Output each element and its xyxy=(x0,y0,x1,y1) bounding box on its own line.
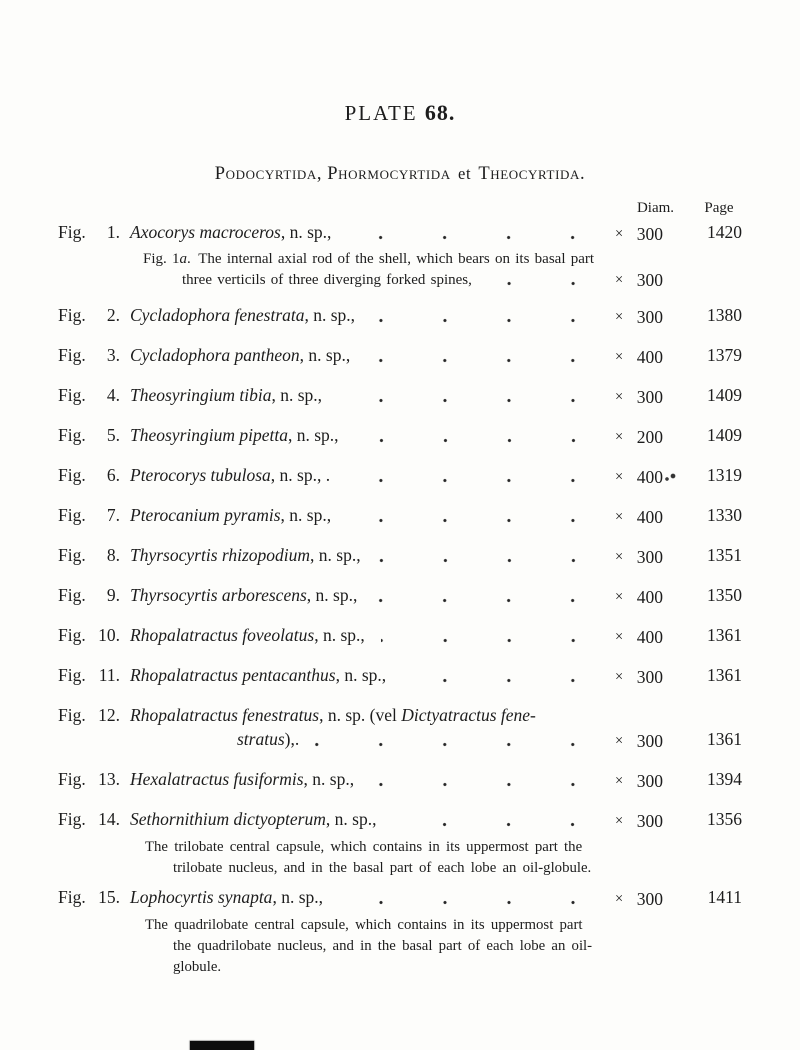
row-text: , n. sp., xyxy=(310,545,361,565)
subtitle-taxa-1: Podocyrtida, Phormocyrtida xyxy=(214,164,451,184)
fig-label: Fig. xyxy=(58,809,86,829)
diam-cell xyxy=(615,585,663,609)
row-text: , n. sp., xyxy=(325,809,377,829)
fig-label: Fig. xyxy=(58,625,86,645)
figure-row xyxy=(0,767,800,793)
description-line: The quadrilobate central capsule, which contains in its uppermost part xyxy=(145,917,583,933)
page-column-header: Page xyxy=(704,200,734,216)
page-reference: 1361 xyxy=(707,625,742,645)
row-text: Fig. 1 xyxy=(143,251,180,267)
page-reference: 1420 xyxy=(707,222,742,242)
description-note xyxy=(145,915,665,978)
species-name: Cycladophora fenestrata xyxy=(130,305,305,325)
species-name: Lophocyrtis synapta xyxy=(130,887,273,907)
plate-number: 68. xyxy=(424,100,456,125)
column-headers xyxy=(0,198,800,218)
row-text: , n. sp., . xyxy=(270,465,331,485)
diam-value: 400 xyxy=(636,347,663,367)
fig-number: 3. xyxy=(106,345,120,365)
diam-value: 300 xyxy=(636,307,663,327)
dot-leader xyxy=(402,663,609,689)
page-reference: 1409 xyxy=(707,425,742,445)
fig-number: 14. xyxy=(98,809,120,829)
diam-cell xyxy=(615,809,663,833)
page-reference: 1361 xyxy=(707,665,742,685)
page-reference: 1411 xyxy=(707,887,742,907)
multiplication-sign: × xyxy=(615,509,624,525)
species-name: Rhopalatractus fenestratus xyxy=(130,705,320,725)
fig-label: Fig. xyxy=(58,665,86,685)
fig-number: 1. xyxy=(106,222,120,242)
dot-leader xyxy=(339,885,609,911)
diam-cell xyxy=(615,270,663,291)
diam-value: 300 xyxy=(636,547,663,567)
diam-cell xyxy=(615,625,663,649)
page-reference: 1409 xyxy=(707,385,742,405)
species-name: Thyrsocyrtis rhizopodium xyxy=(130,545,311,565)
subfigure-note xyxy=(0,249,800,291)
diam-value: 300 xyxy=(636,224,663,244)
multiplication-sign: × xyxy=(615,773,624,789)
figure-list xyxy=(0,220,800,978)
description-line: globule. xyxy=(173,959,222,975)
multiplication-sign: × xyxy=(615,469,624,485)
fig-label: Fig. xyxy=(58,345,86,365)
ink-blot xyxy=(664,473,677,482)
fig-label: Fig. xyxy=(58,769,86,789)
multiplication-sign: × xyxy=(615,272,624,288)
description-note xyxy=(145,837,665,879)
species-name: stratus xyxy=(237,729,285,749)
species-name: Rhopalatractus foveolatus xyxy=(130,625,315,645)
diam-cell xyxy=(615,665,663,689)
diam-value: 300 xyxy=(636,387,663,407)
row-text: , n. sp., xyxy=(272,887,323,907)
figure-row xyxy=(0,663,800,689)
species-entry xyxy=(130,343,350,367)
diam-value: 300 xyxy=(636,771,663,791)
dot-leader xyxy=(377,543,609,569)
subfigure-note-line2 xyxy=(182,270,742,291)
page-reference: 1380 xyxy=(707,305,742,325)
fig-number: 15. xyxy=(98,887,120,907)
diam-cell xyxy=(615,729,663,753)
diam-value: 400 xyxy=(636,507,663,527)
fig-number: 13. xyxy=(98,769,120,789)
dot-leader xyxy=(370,767,609,793)
species-name: Hexalatractus fusiformis xyxy=(130,769,304,789)
row-text: . The internal axial rod of the shell, which bears on its basal part xyxy=(187,251,595,267)
subtitle-et: et xyxy=(458,164,472,183)
subtitle-taxa-2: Theocyrtida. xyxy=(478,164,586,184)
diam-cell xyxy=(615,887,663,911)
plate-word: PLATE xyxy=(344,101,418,125)
species-entry-continued xyxy=(237,727,299,751)
species-entry xyxy=(130,220,331,244)
species-entry xyxy=(130,885,323,909)
species-entry xyxy=(130,543,361,567)
diam-cell xyxy=(615,385,663,409)
species-entry xyxy=(130,383,322,407)
fig-number: 5. xyxy=(106,425,120,445)
diam-cell xyxy=(615,545,663,569)
species-entry xyxy=(130,423,339,447)
description-line: trilobate nucleus, and in the basal part of each lobe an oil-globule. xyxy=(173,860,592,876)
dot-leader xyxy=(315,727,609,753)
diam-value: 400 xyxy=(636,627,663,647)
dot-leader xyxy=(366,343,609,369)
species-entry xyxy=(130,807,376,831)
fig-label: Fig. xyxy=(58,305,86,325)
species-name: Dictyatractus fene- xyxy=(401,705,536,725)
figure-row xyxy=(0,463,800,489)
fig-label: Fig. xyxy=(58,505,86,525)
subfigure-note-text: three verticils of three diverging forked spines, xyxy=(182,272,472,288)
species-name: Pterocorys tubulosa xyxy=(130,465,271,485)
figure-row xyxy=(0,343,800,369)
multiplication-sign: × xyxy=(615,589,624,605)
species-name: Rhopalatractus pentacanthus xyxy=(130,665,336,685)
diam-column-header: Diam. xyxy=(636,200,675,216)
figure-row xyxy=(0,623,800,649)
figure-row xyxy=(0,220,800,246)
row-text: , n. sp., xyxy=(314,625,365,645)
page-reference: 1379 xyxy=(707,345,742,365)
species-entry xyxy=(130,583,357,607)
species-name: Thyrsocyrtis arborescens xyxy=(130,585,307,605)
fig-label: Fig. xyxy=(58,222,86,242)
diam-value: 300 xyxy=(636,270,663,290)
dot-leader xyxy=(355,423,609,449)
diam-value: 300 xyxy=(636,731,663,751)
multiplication-sign: × xyxy=(615,891,624,907)
fig-number: 2. xyxy=(106,305,120,325)
diam-cell xyxy=(615,769,663,793)
dot-leader xyxy=(381,623,609,649)
fig-label: Fig. xyxy=(58,425,86,445)
row-text: , n. sp., xyxy=(299,345,351,365)
multiplication-sign: × xyxy=(615,549,624,565)
species-name: Cycladophora pantheon xyxy=(130,345,300,365)
species-name: Theosyringium pipetta xyxy=(130,425,288,445)
species-name: Sethornithium dictyopterum xyxy=(130,809,326,829)
dot-leader xyxy=(371,303,609,329)
figure-row-continuation xyxy=(0,727,800,753)
diam-cell xyxy=(615,465,663,489)
fig-label: Fig. xyxy=(58,465,86,485)
species-entry xyxy=(130,503,331,527)
fig-label: Fig. xyxy=(58,705,86,725)
fig-number: 7. xyxy=(106,505,120,525)
row-text: , n. sp., xyxy=(280,222,332,242)
fig-label: Fig. xyxy=(58,887,86,907)
diam-value: 200 xyxy=(636,427,663,447)
species-entry xyxy=(130,767,354,791)
page-subtitle xyxy=(0,162,800,186)
dot-leader xyxy=(347,220,609,246)
row-text: , n. sp., xyxy=(335,665,387,685)
figure-row xyxy=(0,383,800,409)
page-reference: 1356 xyxy=(707,809,742,829)
multiplication-sign: × xyxy=(615,733,624,749)
multiplication-sign: × xyxy=(615,309,624,325)
dot-leader xyxy=(488,270,609,291)
diam-cell xyxy=(615,505,663,529)
subfigure-note-line1 xyxy=(143,249,742,270)
page-reference: 1350 xyxy=(707,585,742,605)
diam-cell xyxy=(615,425,663,449)
page-reference: 1319 xyxy=(707,465,742,485)
diam-value: 300 xyxy=(636,889,663,909)
multiplication-sign: × xyxy=(615,669,624,685)
fig-label: Fig. xyxy=(58,585,86,605)
row-text: , n. sp., xyxy=(287,425,339,445)
diam-value: 400 xyxy=(636,467,663,487)
fig-number: 4. xyxy=(106,385,120,405)
figure-row xyxy=(0,423,800,449)
diam-cell xyxy=(615,345,663,369)
page-reference: 1361 xyxy=(707,729,742,749)
description-line: the quadrilobate nucleus, and in the basal part of each lobe an oil- xyxy=(173,938,593,954)
multiplication-sign: × xyxy=(615,429,624,445)
diam-value: 300 xyxy=(636,811,663,831)
fig-number: 6. xyxy=(106,465,120,485)
diam-cell xyxy=(615,222,663,246)
dot-leader xyxy=(347,503,609,529)
row-text: , n. sp. (vel xyxy=(319,705,402,725)
figure-row xyxy=(0,703,800,727)
fig-label: Fig. xyxy=(58,545,86,565)
multiplication-sign: × xyxy=(615,349,624,365)
species-entry xyxy=(130,463,330,487)
multiplication-sign: × xyxy=(615,226,624,242)
page-reference: 1330 xyxy=(707,505,742,525)
row-text: , n. sp., xyxy=(306,585,358,605)
figure-row xyxy=(0,543,800,569)
species-name: Theosyringium tibia xyxy=(130,385,272,405)
diam-value: 300 xyxy=(636,667,663,687)
description-line: The trilobate central capsule, which contains in its uppermost part the xyxy=(145,839,583,855)
fig-number: 8. xyxy=(106,545,120,565)
multiplication-sign: × xyxy=(615,389,624,405)
figure-row xyxy=(0,503,800,529)
figure-row xyxy=(0,583,800,609)
figure-row xyxy=(0,885,800,911)
species-entry xyxy=(130,303,355,327)
page-reference: 1351 xyxy=(707,545,742,565)
row-text: , n. sp., xyxy=(303,769,355,789)
diam-value: 400 xyxy=(636,587,663,607)
page-reference: 1394 xyxy=(707,769,742,789)
figure-row xyxy=(0,807,800,833)
species-name: a xyxy=(179,251,188,267)
fig-number: 9. xyxy=(106,585,120,605)
species-entry xyxy=(130,623,365,647)
species-entry xyxy=(130,703,536,727)
row-text: ),. xyxy=(284,729,300,749)
multiplication-sign: × xyxy=(615,629,624,645)
dot-leader xyxy=(338,383,609,409)
dot-leader xyxy=(392,807,609,833)
species-name: Pterocanium pyramis xyxy=(130,505,281,525)
species-entry xyxy=(130,663,386,687)
dot-leader xyxy=(373,583,609,609)
multiplication-sign: × xyxy=(615,813,624,829)
fig-number: 12. xyxy=(98,705,120,725)
diam-cell xyxy=(615,305,663,329)
row-text: , n. sp., xyxy=(304,305,356,325)
page-title xyxy=(0,100,800,126)
fig-label: Fig. xyxy=(58,385,86,405)
dot-leader xyxy=(346,463,609,489)
fig-number: 10. xyxy=(98,625,120,645)
row-text: , n. sp., xyxy=(271,385,323,405)
figure-row xyxy=(0,303,800,329)
fig-number: 11. xyxy=(98,665,120,685)
row-text: , n. sp., xyxy=(280,505,332,525)
species-name: Axocorys macroceros xyxy=(130,222,281,242)
scan-artifact-bar xyxy=(190,1041,254,1050)
